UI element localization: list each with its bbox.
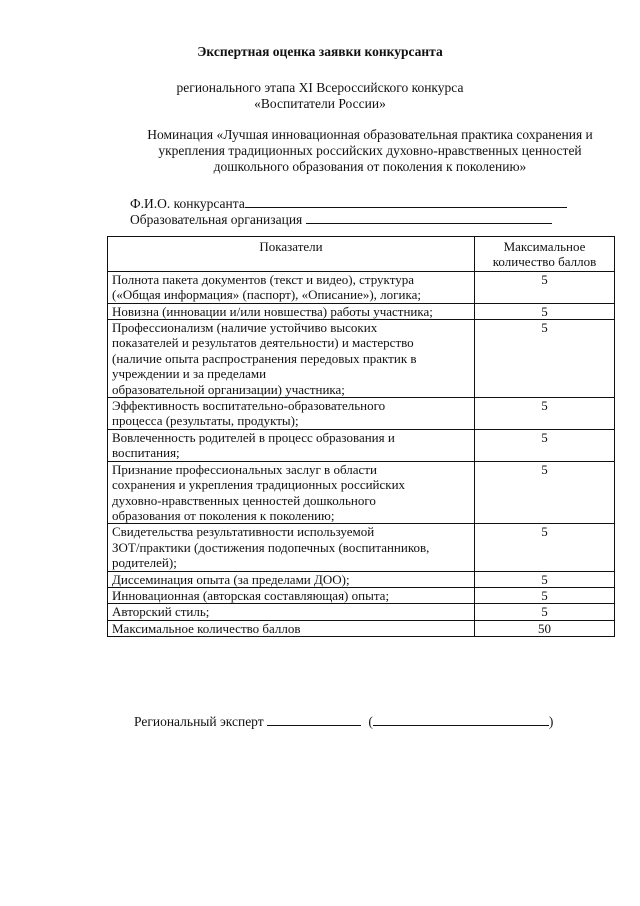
paren-close: ): [548, 714, 554, 729]
indicator-cell: Авторский стиль;: [108, 604, 475, 620]
document-title: Экспертная оценка заявки конкурсанта: [197, 44, 443, 59]
table-row: [108, 271, 615, 303]
nomination-line-3: дошкольного образования от поколения к поколению»: [213, 159, 527, 174]
max-score-cell: 5: [475, 271, 615, 303]
table-row: [108, 604, 615, 620]
criteria-table: [107, 236, 615, 637]
max-score-cell: 5: [475, 571, 615, 587]
org-field: [130, 210, 552, 227]
indicator-cell: Эффективность воспитательно-образовательного процесса (результаты, продукты);: [108, 398, 475, 430]
indicator-cell: Диссеминация опыта (за пределами ДОО);: [108, 571, 475, 587]
max-score-cell: 5: [475, 604, 615, 620]
table-row: [108, 429, 615, 461]
paren-open: (: [368, 714, 373, 729]
table-row: [108, 571, 615, 587]
table-row: [108, 461, 615, 524]
max-score-cell: 5: [475, 320, 615, 398]
max-score-cell: 5: [475, 587, 615, 603]
max-score-cell: 5: [475, 461, 615, 524]
nomination-line-2: укрепления традиционных российских духовно-нравственных ценностей: [158, 143, 582, 158]
header-indicators: Показатели: [108, 237, 475, 272]
indicator-cell: Полнота пакета документов (текст и видео), структура («Общая информация» (паспорт), «Описание»), логика;: [108, 271, 475, 303]
expert-signature-blank[interactable]: [267, 712, 361, 726]
subtitle-line-2: «Воспитатели России»: [254, 96, 386, 111]
indicator-cell: Вовлеченность родителей в процесс образования и воспитания;: [108, 429, 475, 461]
table-row: [108, 303, 615, 319]
table-row: [108, 524, 615, 571]
fio-label: Ф.И.О. конкурсанта: [130, 196, 245, 211]
table-row: [108, 587, 615, 603]
fio-field: [130, 194, 567, 211]
table-header-row: [108, 237, 615, 272]
criteria-body: [108, 271, 615, 636]
table-row: [108, 620, 615, 636]
table-row: [108, 398, 615, 430]
header-max-score: Максимальное количество баллов: [475, 237, 615, 272]
max-score-cell: 5: [475, 524, 615, 571]
indicator-cell: Новизна (инновации и/или новшества) работы участника;: [108, 303, 475, 319]
max-score-cell: 50: [475, 620, 615, 636]
expert-signature-line: [134, 712, 553, 729]
expert-name-blank[interactable]: [373, 712, 549, 726]
indicator-cell: Свидетельства результативности используемой ЗОТ/практики (достижения подопечных (воспитанников, родителей);: [108, 524, 475, 571]
document-subtitle: [0, 80, 640, 112]
indicator-cell: Инновационная (авторская составляющая) опыта;: [108, 587, 475, 603]
nomination-block: [130, 127, 610, 175]
indicator-cell: Максимальное количество баллов: [108, 620, 475, 636]
nomination-line-1: Номинация «Лучшая инновационная образовательная практика сохранения и: [147, 127, 593, 142]
table-row: [108, 320, 615, 398]
org-blank-line[interactable]: [306, 210, 552, 224]
max-score-cell: 5: [475, 398, 615, 430]
max-score-cell: 5: [475, 303, 615, 319]
indicator-cell: Признание профессиональных заслуг в области сохранения и укрепления традиционных российских духовно-нравственных ценностей дошкольного образования от поколения к поколению;: [108, 461, 475, 524]
expert-label: Региональный эксперт: [134, 714, 264, 729]
org-label: Образовательная организация: [130, 212, 303, 227]
max-score-cell: 5: [475, 429, 615, 461]
subtitle-line-1: регионального этапа XI Всероссийского конкурса: [176, 80, 464, 95]
fio-blank-line[interactable]: [245, 194, 567, 208]
indicator-cell: Профессионализм (наличие устойчиво высоких показателей и результатов деятельности) и мастерство (наличие опыта распространения передовых практик в учреждении и за пределами образовательной организации) участника;: [108, 320, 475, 398]
